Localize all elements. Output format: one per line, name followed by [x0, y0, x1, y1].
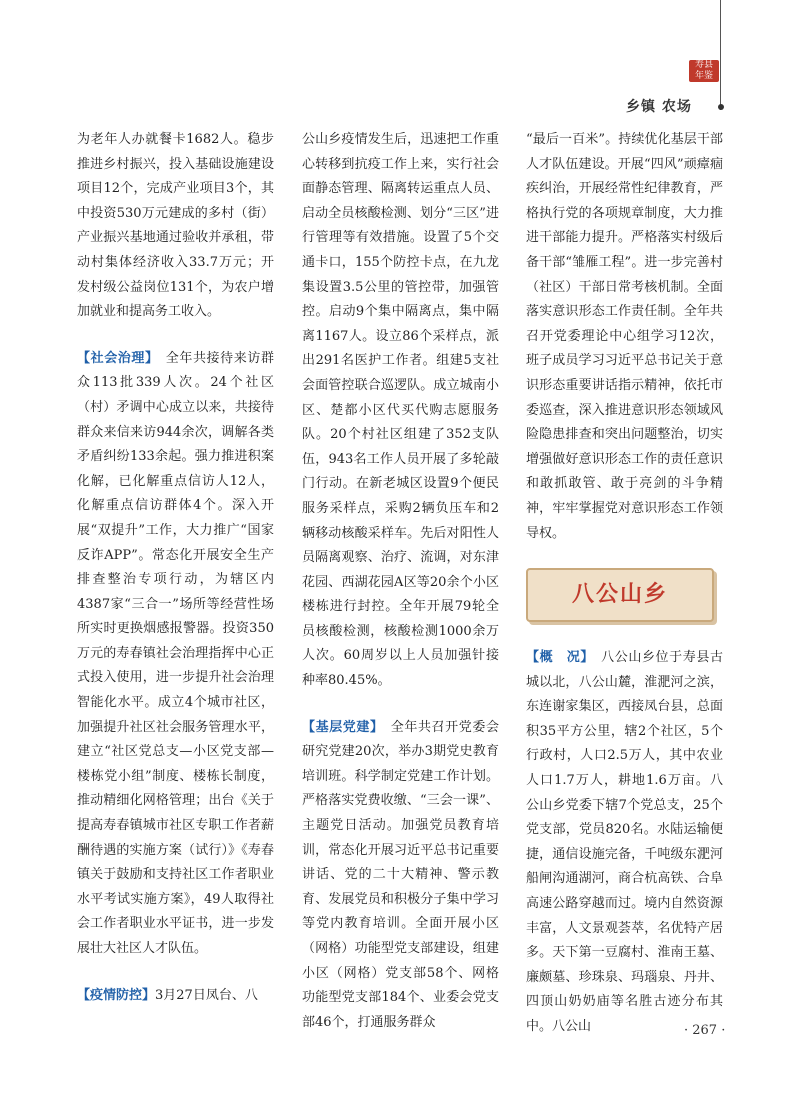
topic-label: 【疫情防控】 — [77, 987, 156, 1003]
column-3 — [526, 128, 726, 1040]
paragraph: 【社会治理】 全年共接待来访群众113批339人次。24个社区（村）矛调中心成立以来，共接待群众来信来访944余次，调解各类矛盾纠纷133余起。强力推进积案化解，已化解重点信访人12人，化解重点信访群体4个。深入开展“双提升”工作，大力推广“国家反诈APP”。常态化开展安全生产排查整治专项行动，为辖区内4387家“三合一”场所等经营性场所实时更换烟感报警器。投资350万元的寿春镇社会治理指挥中心正式投入使用，进一步提升社会治理智能化水平。成立4个城市社区，加强提升社区社会服务管理水平，建立“社区党总支—小区党支部—楼栋党小组”制度、楼栋长制度，推动精细化网格管理；出台《关于提高寿春镇城市社区专职工作者薪酬待遇的实施方案（试行）》《寿春镇关于鼓励和支持社区工作者职业水平考试实施方案》，49人取得社会工作者职业水平证书，进一步发展壮大社区人才队伍。 — [77, 350, 274, 956]
header-dot — [718, 104, 724, 110]
header-rule — [720, 0, 721, 110]
paragraph: 为老年人办就餐卡1682人。稳步推进乡村振兴，投入基础设施建设项目12个，完成产业项目3个，其中投资530万元建成的多村（街）产业振兴基地通过验收并承租，带动村集体经济收入33.7万元；开发村级公益岗位131个，为农户增加就业和提高务工收入。 — [77, 132, 274, 320]
topic-label: 【基层党建】 — [302, 719, 378, 735]
paragraph: “最后一百米”。持续优化基层干部人才队伍建设。开展“四风”顽瘴痼疾纠治，开展经常性纪律教育，严格执行党的各项规章制度，大力推进干部能力提升。严格落实村级后备干部“雏雁工程”。进一步完善村（社区）干部日常考核机制。全面落实意识形态工作责任制。全年共召开党委理论中心组学习12次，班子成员学习习近平总书记关于意识形态重要讲话指示精神，依托市委巡查，深入推进意识形态领域风险隐患排查和突出问题整治，切实增强做好意识形态工作的责任意识和敢抓敢管、敢于亮剑的斗争精神，牢牢掌握党对意识形态工作领导权。 — [526, 132, 723, 541]
paragraph: 【疫情防控】3月27日凤台、八 — [77, 987, 258, 1003]
topic-label: 【概 况】 — [526, 650, 588, 666]
topic-label: 【社会治理】 — [77, 350, 153, 366]
column-1 — [77, 128, 274, 1008]
column-2 — [302, 128, 499, 1035]
paragraph: 【概 况】 八公山乡位于寿县古城以北，八公山麓，淮淝河之滨，东连谢家集区，西接凤台县，总面积35平方公里，辖2个社区，5个行政村，人口2.5万人，其中农业人口1.7万人，耕地1.6万亩。八公山乡党委下辖7个党总支，25个党支部，党员820名。水陆运输便捷，通信设施完备，千吨级东淝河船闸沟通湖河，商合杭高铁、合阜高速公路穿越而过。境内自然资源丰富，人文景观荟萃，名优特产居多。天下第一豆腐村、淮南王墓、廉颇墓、珍珠泉、玛瑙泉、丹井、四顶山奶奶庙等名胜古迹分布其中。八公山 — [526, 650, 723, 1034]
paragraph: 【基层党建】 全年共召开党委会研究党建20次，举办3期党史教育培训班。科学制定党建工作计划。严格落实党费收缴、“三会一课”、主题党日活动。加强党员教育培训，常态化开展习近平总书记重要讲话、党的二十大精神、警示教育、发展党员和积极分子集中学习等党内教育培训。全面开展小区（网格）功能型党支部建设，组建小区（网格）党支部58个、网格功能型党支部184个、业委会党支部46个，打通服务群众 — [302, 719, 499, 1030]
section-title-box — [526, 568, 714, 622]
running-header: 乡镇 农场 — [626, 99, 692, 115]
paragraph: 公山乡疫情发生后，迅速把工作重心转移到抗疫工作上来，实行社会面静态管理、隔离转运重点人员、启动全员核酸检测、划分“三区”进行管理等有效措施。设置了5个交通卡口，155个防控卡点，在九龙集设置3.5公里的管控带，加强管控。启动9个集中隔离点，集中隔离1167人。设立86个采样点，派出291名医护工作者。组建5支社会面管控联合巡逻队。成立城南小区、楚都小区代买代购志愿服务队。20个村社区组建了352支队伍，943名工作人员开展了多轮敲门行动。在新老城区设置9个便民服务采样点，采购2辆负压车和2辆移动核酸采样车。先后对阳性人员隔离观察、治疗、流调，对东津花园、西湖花园A区等20余个小区楼栋进行封控。全年开展79轮全员核酸检测，核酸检测1000余万人次。60周岁以上人员加强针接种率80.45%。 — [302, 132, 499, 689]
page-number: · 267 · — [684, 1023, 726, 1038]
yearbook-logo: 寿县 年鉴 — [689, 60, 719, 82]
section-title: 八公山乡 — [571, 581, 668, 607]
